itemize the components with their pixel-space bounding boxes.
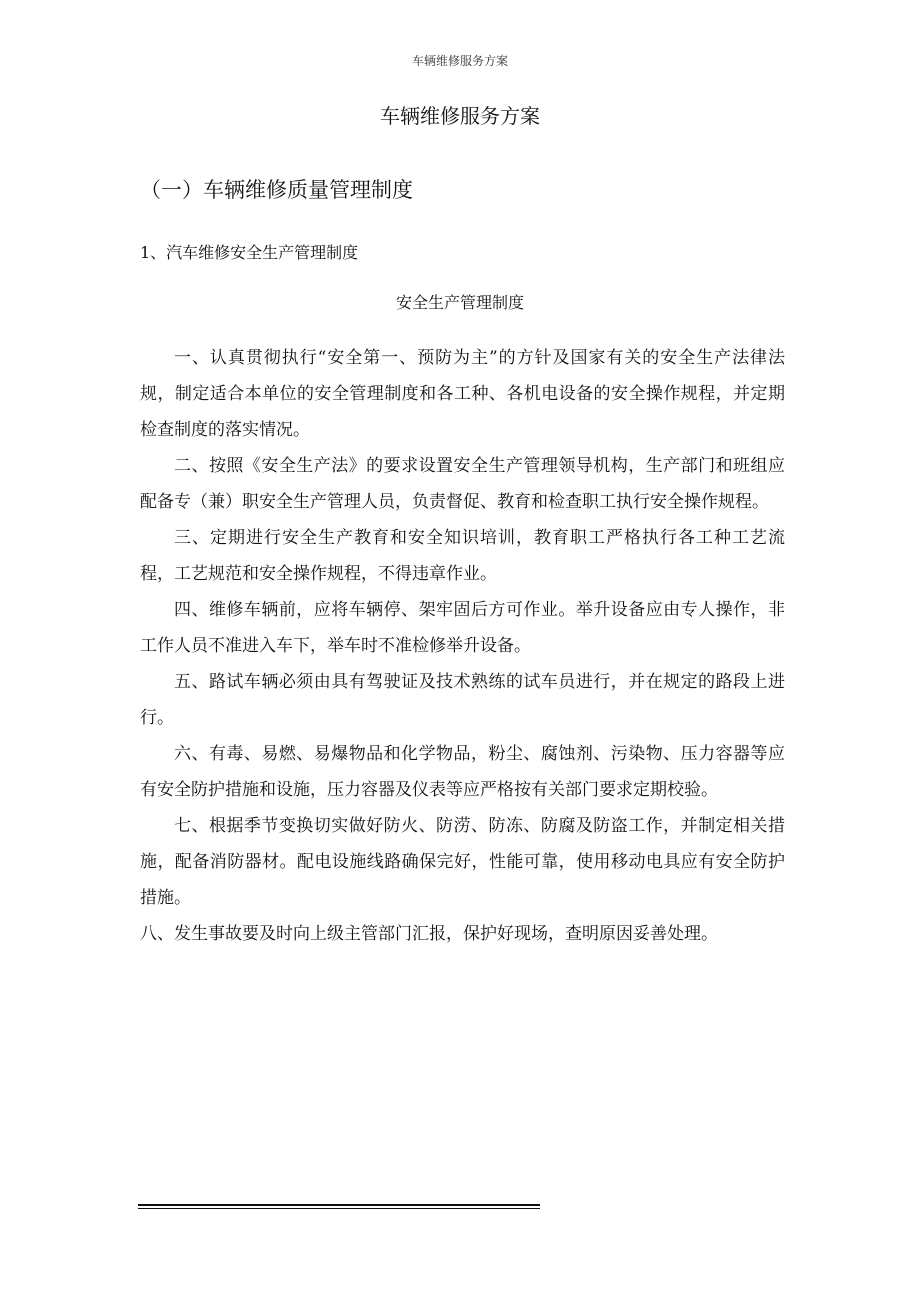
document-title: 车辆维修服务方案 [380, 104, 540, 128]
paragraph-8: 八、发生事故要及时向上级主管部门汇报，保护好现场，查明原因妥善处理。 [140, 924, 718, 944]
footer-divider [138, 1204, 540, 1209]
paragraph-4: 四、维修车辆前，应将车辆停、架牢固后方可作业。举升设备应由专人操作，非工作人员不准进入车下，举车时不准检修举升设备。 [140, 600, 785, 656]
paragraph-6: 六、有毒、易燃、易爆物品和化学物品，粉尘、腐蚀剂、污染物、压力容器等应有安全防护措施和设施，压力容器及仪表等应严格按有关部门要求定期校验。 [140, 744, 785, 800]
paragraph-3: 三、定期进行安全生产教育和安全知识培训，教育职工严格执行各工种工艺流程，工艺规范和安全操作规程，不得违章作业。 [140, 528, 785, 584]
section-heading: （一）车辆维修质量管理制度 [140, 178, 413, 202]
regulation-title: 安全生产管理制度 [395, 293, 524, 312]
paragraph-1: 一、认真贯彻执行“安全第一、预防为主”的方针及国家有关的安全生产法律法规，制定适合本单位的安全管理制度和各工种、各机电设备的安全操作规程，并定期检查制度的落实情况。 [140, 348, 785, 440]
running-header: 车辆维修服务方案 [411, 54, 508, 68]
paragraph-5: 五、路试车辆必须由具有驾驶证及技术熟练的试车员进行，并在规定的路段上进行。 [140, 672, 785, 728]
regulation-body [140, 340, 785, 952]
paragraph-2: 二、按照《安全生产法》的要求设置安全生产管理领导机构，生产部门和班组应配备专（兼）职安全生产管理人员，负责督促、教育和检查职工执行安全操作规程。 [140, 456, 785, 512]
sub-heading: 1、汽车维修安全生产管理制度 [140, 243, 359, 262]
paragraph-7: 七、根据季节变换切实做好防火、防涝、防冻、防腐及防盗工作，并制定相关措施，配备消防器材。配电设施线路确保完好，性能可靠，使用移动电具应有安全防护措施。 [140, 816, 785, 908]
